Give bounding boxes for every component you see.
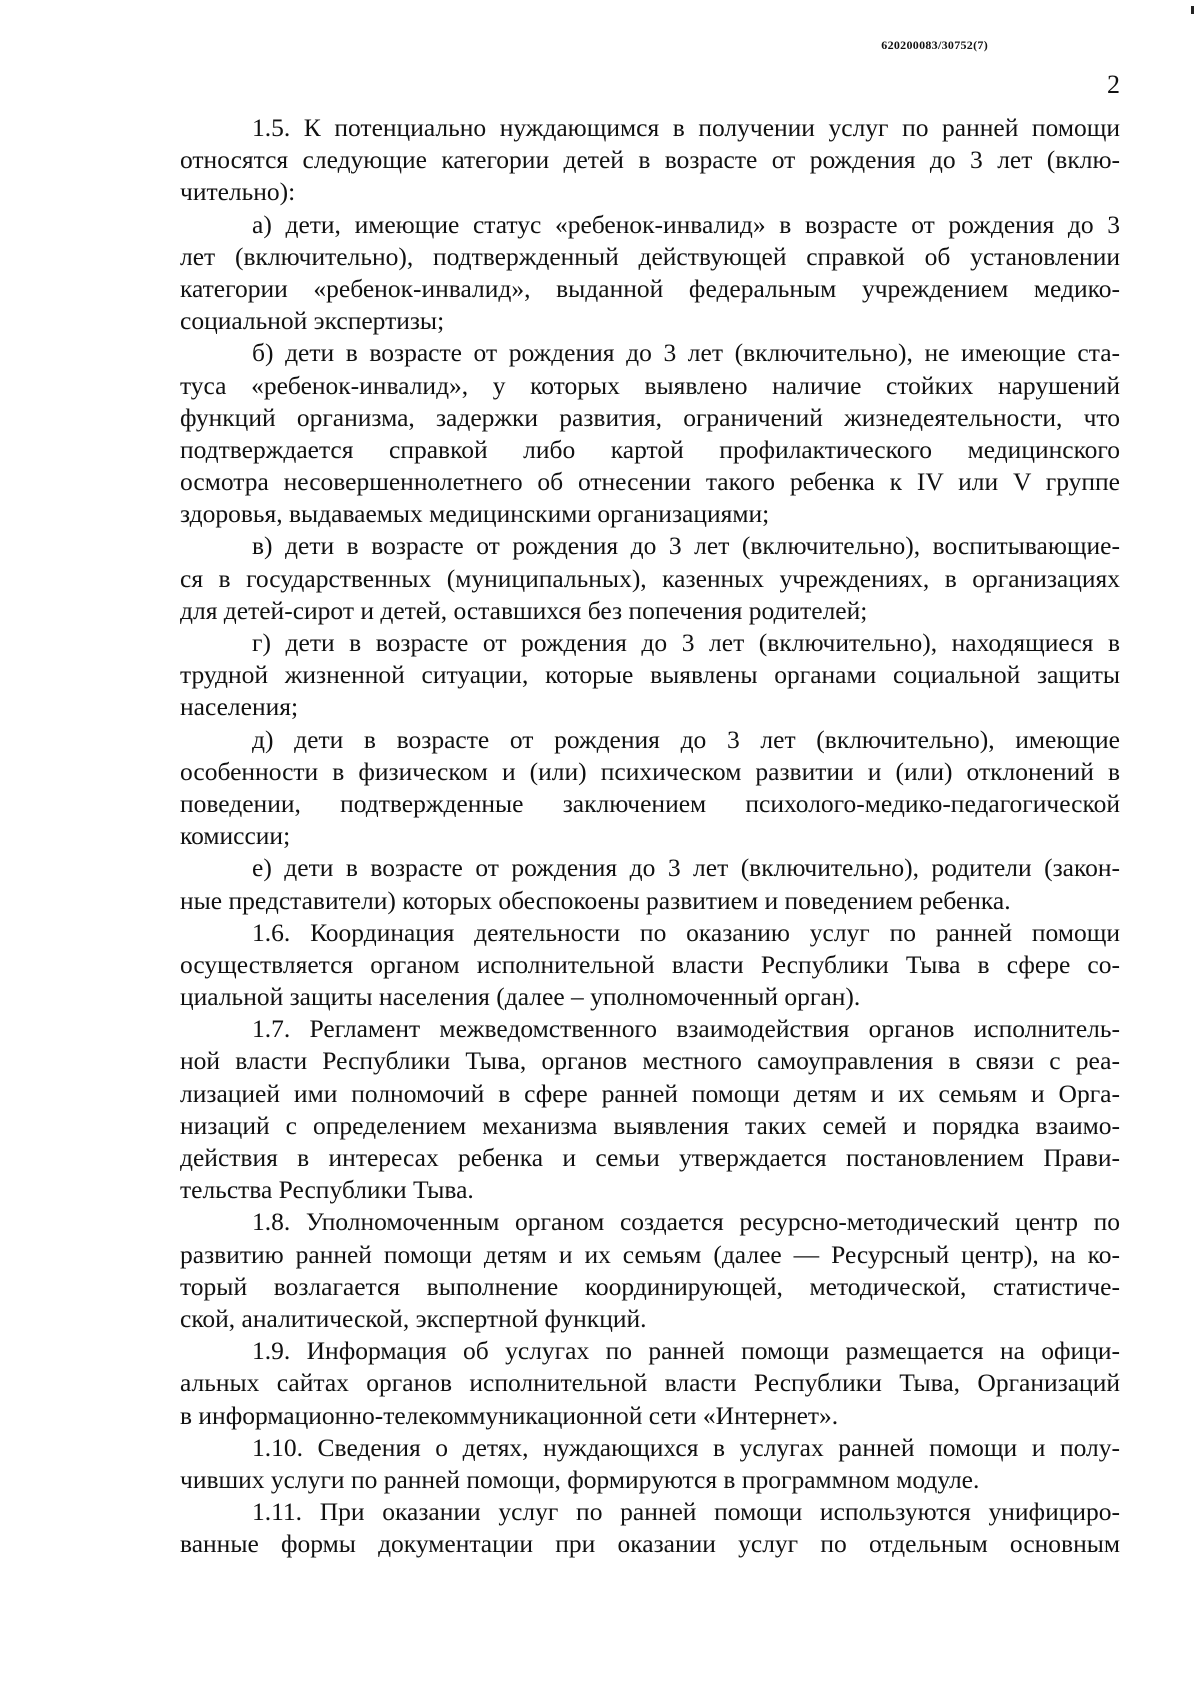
text-line: особенности в физическом и (или) психическом развитии и (или) отклонений в xyxy=(180,756,1120,786)
document-body xyxy=(180,112,1120,1560)
text-line: ся в государственных (муниципальных), казенных учреждениях, в организациях xyxy=(180,563,1120,593)
text-line: 1.9. Информация об услугах по ранней помощи размещается на офици- xyxy=(252,1336,1120,1366)
scan-mark xyxy=(1191,6,1194,14)
text-line: 1.5. К потенциально нуждающимся в получении услуг по ранней помощи xyxy=(252,113,1120,142)
text-line: тельства Республики Тыва. xyxy=(180,1175,474,1205)
text-line: в) дети в возрасте от рождения до 3 лет (включительно), воспитывающие- xyxy=(252,531,1120,561)
text-line: торый возлагается выполнение координирующей, методической, статистиче- xyxy=(180,1271,1120,1301)
text-line: в информационно-телекоммуникационной сети «Интернет». xyxy=(180,1400,839,1430)
text-line: ской, аналитической, экспертной функций. xyxy=(180,1303,647,1333)
document-code: 620200083/30752(7) xyxy=(881,38,988,52)
text-line: для детей-сирот и детей, оставшихся без попечения родителей; xyxy=(180,595,868,625)
text-line: 1.11. При оказании услуг по ранней помощи используются унифициро- xyxy=(252,1497,1120,1527)
text-line: 1.8. Уполномоченным органом создается ресурсно-методический центр по xyxy=(252,1207,1120,1237)
text-line: а) дети, имеющие статус «ребенок-инвалид» в возрасте от рождения до 3 xyxy=(252,209,1120,239)
text-line: 1.7. Регламент межведомственного взаимодействия органов исполнитель- xyxy=(252,1014,1120,1044)
text-line: лет (включительно), подтвержденный действующей справкой об установлении xyxy=(180,241,1120,271)
text-line: низаций с определением механизма выявления таких семей и порядка взаимо- xyxy=(180,1110,1120,1140)
text-line: развитию ранней помощи детям и их семьям (далее — Ресурсный центр), на ко- xyxy=(180,1239,1120,1269)
text-line: ной власти Республики Тыва, органов местного самоуправления в связи с реа- xyxy=(180,1046,1120,1076)
text-line: ванные формы документации при оказании услуг по отдельным основным xyxy=(180,1529,1120,1559)
text-line: здоровья, выдаваемых медицинскими организациями; xyxy=(180,499,770,529)
text-line: е) дети в возрасте от рождения до 3 лет (включительно), родители (закон- xyxy=(252,853,1120,883)
page-number: 2 xyxy=(1107,70,1120,99)
text-line: функций организма, задержки развития, ограничений жизнедеятельности, что xyxy=(180,402,1120,432)
text-line: категории «ребенок-инвалид», выданной федеральным учреждением медико- xyxy=(180,273,1120,303)
text-line: подтверждается справкой либо картой профилактического медицинского xyxy=(180,434,1120,464)
text-line: лизацией ими полномочий в сфере ранней помощи детям и их семьям и Орга- xyxy=(180,1078,1120,1108)
text-line: комиссии; xyxy=(180,821,291,851)
text-line: трудной жизненной ситуации, которые выявлены органами социальной защиты xyxy=(180,660,1120,690)
text-line: социальной экспертизы; xyxy=(180,306,445,336)
text-line: осуществляется органом исполнительной власти Республики Тыва в сфере со- xyxy=(180,949,1120,979)
text-line: поведении, подтвержденные заключением психолого-медико-педагогической xyxy=(180,788,1120,818)
text-line: относятся следующие категории детей в возрасте от рождения до 3 лет (вклю- xyxy=(180,145,1120,175)
text-line: б) дети в возрасте от рождения до 3 лет (включительно), не имеющие ста- xyxy=(252,338,1120,368)
text-line: 1.6. Координация деятельности по оказанию услуг по ранней помощи xyxy=(252,917,1120,947)
text-line: г) дети в возрасте от рождения до 3 лет (включительно), находящиеся в xyxy=(252,628,1120,657)
text-line: чительно): xyxy=(180,177,296,207)
text-line: чивших услуги по ранней помощи, формируются в программном модуле. xyxy=(180,1464,980,1494)
text-line: населения; xyxy=(180,692,299,722)
text-line: циальной защиты населения (далее – уполномоченный орган). xyxy=(180,982,861,1012)
text-line: туса «ребенок-инвалид», у которых выявлено наличие стойких нарушений xyxy=(180,370,1120,400)
text-line: д) дети в возрасте от рождения до 3 лет (включительно), имеющие xyxy=(252,724,1120,754)
text-line: 1.10. Сведения о детях, нуждающихся в услугах ранней помощи и полу- xyxy=(252,1432,1120,1462)
text-line: действия в интересах ребенка и семьи утверждается постановлением Прави- xyxy=(180,1143,1120,1172)
text-line: осмотра несовершеннолетнего об отнесении такого ребенка к IV или V группе xyxy=(180,467,1120,497)
text-line: альных сайтах органов исполнительной власти Республики Тыва, Организаций xyxy=(180,1368,1120,1398)
text-line: ные представители) которых обеспокоены развитием и поведением ребенка. xyxy=(180,885,1011,915)
